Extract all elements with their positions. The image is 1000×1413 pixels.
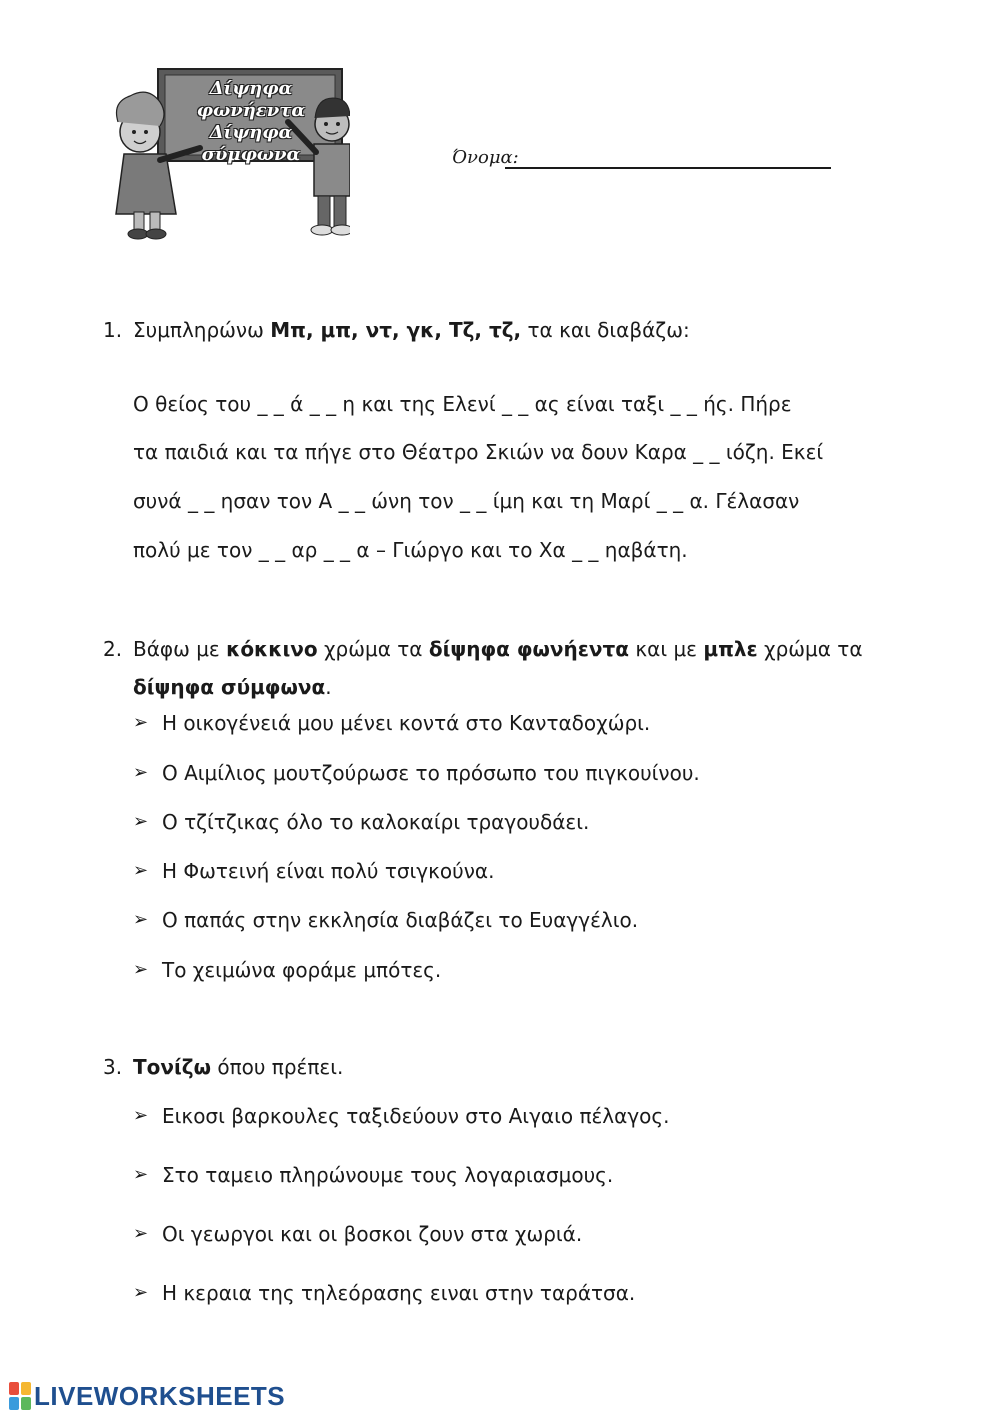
arrow-bullet-icon: ➢ <box>133 1164 149 1185</box>
exercise1-instruction-bold: Μπ, μπ, ντ, γκ, Τζ, τζ, <box>270 318 522 342</box>
exercise2-text: χρώμα τα <box>757 637 863 661</box>
board-title <box>165 78 337 166</box>
exercise1-line: πολύ με τον _ _ αρ _ _ α – Γιώργο και το Χα _ _ ηαβάτη. <box>133 538 688 562</box>
exercise2-item[interactable]: Ο παπάς στην εκκλησία διαβάζει το Ευαγγέλιο. <box>162 908 639 932</box>
exercise1-line: τα παιδιά και τα πήγε στο Θέατρο Σκιών να δουν Καρα _ _ ιόζη. Εκεί <box>133 440 824 464</box>
arrow-bullet-icon: ➢ <box>133 909 149 930</box>
exercise2-bold-consonants: δίψηφα σύμφωνα <box>133 675 326 699</box>
exercise2-text: χρώμα τα <box>317 637 429 661</box>
arrow-bullet-icon: ➢ <box>133 712 149 733</box>
exercise2-text: και με <box>629 637 704 661</box>
liveworksheets-logo-text: LIVEWORKSHEETS <box>34 1381 286 1411</box>
exercise3-item[interactable]: Η κεραια της τηλεόρασης ειναι στην ταράτσα. <box>162 1281 636 1305</box>
arrow-bullet-icon: ➢ <box>133 1105 149 1126</box>
liveworksheets-logo-icon <box>8 1380 34 1412</box>
exercise2-item[interactable]: Το χειμώνα φοράμε μπότες. <box>162 958 442 982</box>
exercise1-line: συνά _ _ ησαν τον Α _ _ ώνη τον _ _ ίμη και τη Μαρί _ _ α. Γέλασαν <box>133 489 800 513</box>
exercise2-bold-vowels: δίψηφα φωνήεντα <box>428 637 629 661</box>
exercise1-number: 1. <box>103 318 123 342</box>
arrow-bullet-icon: ➢ <box>133 1223 149 1244</box>
exercise2-bold-blue: μπλε <box>703 637 758 661</box>
exercise3-item[interactable]: Εικοσι βαρκουλες ταξιδεύουν στο Αιγαιο πέλαγος. <box>162 1104 670 1128</box>
arrow-bullet-icon: ➢ <box>133 959 149 980</box>
board-title-line1: Δίψηφα φωνήεντα <box>196 78 306 121</box>
exercise2-bold-red: κόκκινο <box>226 637 318 661</box>
arrow-bullet-icon: ➢ <box>133 860 149 881</box>
exercise1-instruction-suffix: τα και διαβάζω: <box>521 318 690 342</box>
exercise2-item[interactable]: Ο τζίτζικας όλο το καλοκαίρι τραγουδάει. <box>162 810 590 834</box>
arrow-bullet-icon: ➢ <box>133 1282 149 1303</box>
arrow-bullet-icon: ➢ <box>133 762 149 783</box>
exercise3-instruction <box>133 1055 343 1079</box>
exercise2-item[interactable]: Η οικογένειά μου μένει κοντά στο Κανταδοχώρι. <box>162 711 651 735</box>
exercise2-instruction-line2 <box>133 675 332 699</box>
name-label: Όνομα: <box>452 147 519 168</box>
exercise1-instruction <box>133 318 690 342</box>
exercise1-line: Ο θείος του _ _ ά _ _ η και της Ελενί _ _ ας είναι ταξι _ _ ής. Πήρε <box>133 392 792 416</box>
exercise2-number: 2. <box>103 637 123 661</box>
exercise3-instruction-bold: Τονίζω <box>133 1055 211 1079</box>
exercise2-instruction-line1 <box>133 637 863 661</box>
board-title-line2: Δίψηφα σύμφωνα <box>201 122 301 165</box>
exercise2-item[interactable]: Η Φωτεινή είναι πολύ τσιγκούνα. <box>162 859 495 883</box>
arrow-bullet-icon: ➢ <box>133 811 149 832</box>
exercise1-instruction-prefix: Συμπληρώνω <box>133 318 271 342</box>
exercise3-item[interactable]: Στο ταμειο πληρώνουμε τους λογαριασμους. <box>162 1163 614 1187</box>
name-input-line[interactable] <box>505 167 831 169</box>
exercise3-item[interactable]: Οι γεωργοι και οι βοσκοι ζουν στα χωριά. <box>162 1222 583 1246</box>
exercise3-instruction-rest: όπου πρέπει. <box>211 1055 344 1079</box>
exercise2-text: Βάφω με <box>133 637 227 661</box>
exercise3-number: 3. <box>103 1055 123 1079</box>
exercise2-item[interactable]: Ο Αιμίλιος μουτζούρωσε το πρόσωπο του πιγκουίνου. <box>162 761 700 785</box>
exercise2-text: . <box>325 675 332 699</box>
